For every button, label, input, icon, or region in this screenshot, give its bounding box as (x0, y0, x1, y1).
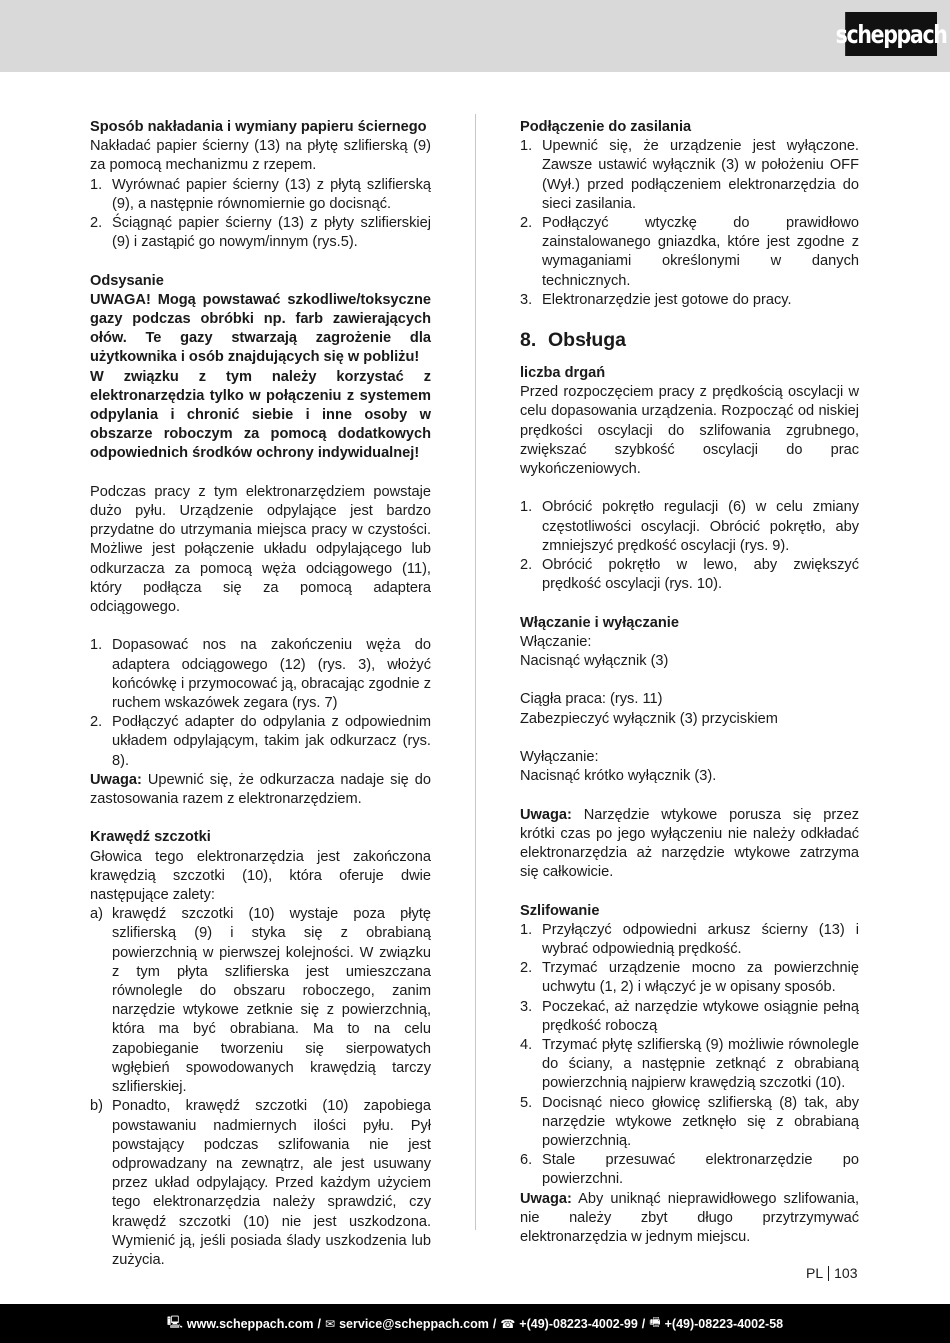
list-item (90, 214, 431, 252)
list-item (90, 176, 431, 214)
list-number: 1. (90, 637, 103, 654)
list-item (520, 921, 859, 959)
list-text: Trzymać płytę szlifierską (9) możliwie równolegle do ściany, a następnie zetknąć z obrabianą powierzchnią najpierw krawędzią szczotki (10). (542, 1037, 859, 1092)
list-number: 6. (520, 1152, 533, 1169)
chapter-number: 8. (520, 329, 537, 352)
note-text: Narzędzie wtykowe porusza się przez krótki czas po jego wyłączeniu nie należy odkładać elektronarzędzia aż narzędzie wtykowe zatrzyma się całkowicie. (520, 806, 859, 881)
list-item (520, 1151, 859, 1189)
list-letter: b) (90, 1098, 103, 1115)
chapter-title: Obsługa (548, 329, 627, 352)
numbered-list (520, 921, 859, 1190)
scheppach-logo (835, 12, 947, 56)
label-continuous: Ciągła praca: (rys. 11) (520, 691, 663, 708)
paragraph: Nakładać papier ścierny (13) na płytę szlifierską (9) za pomocą mechanizmu z rzepem. (90, 138, 431, 174)
note (520, 1190, 859, 1248)
note (90, 771, 431, 809)
list-number: 2. (90, 215, 103, 232)
footer-separator: / (641, 1316, 646, 1331)
paragraph: Głowica tego elektronarzędzia jest zakończona krawędzią szczotki (10), która oferuje dwie następujące zalety: (90, 848, 431, 904)
list-item (520, 556, 859, 594)
section-title-brush-edge: Krawędź szczotki (90, 829, 211, 846)
list-number: 2. (520, 557, 533, 574)
list-number: 2. (90, 714, 103, 731)
list-item (520, 498, 859, 556)
paragraph: Przed rozpoczęciem pracy z prędkością oscylacji w celu dopasowania urządzenia. Rozpocząć od niskiej prędkości oscylacji do szlifowania zgrubnego, zwiększać szybkość oscylacji do prac wykończeniowych. (520, 384, 859, 478)
list-text: Podłączyć adapter do odpylania z odpowiednim układem odpylającym, takim jak odkurzacz (rys. 8). (112, 714, 431, 769)
monitor-icon: 🖳 (166, 1315, 183, 1329)
list-text: Trzymać urządzenie mocno za powierzchnię uchwytu (1, 2) i włączyć je w opisany sposób. (542, 960, 859, 996)
list-text: Docisnąć nieco głowicę szlifierską (8) tak, aby narzędzie wtykowe zetknęło się z obrabianą powierzchnią. (542, 1094, 859, 1150)
text-continuous: Zabezpieczyć wyłącznik (3) przyciskiem (520, 710, 778, 727)
list-item (520, 1094, 859, 1152)
logo-text: scheppach (835, 19, 947, 49)
left-column (90, 118, 431, 1270)
list-text: Obrócić pokrętło w lewo, aby zwiększyć prędkość oscylacji (rys. 10). (542, 557, 859, 593)
right-column (520, 118, 859, 1247)
list-number: 4. (520, 1037, 533, 1054)
section-title-sanding-paper: Sposób nakładania i wymiany papieru ściernego (90, 119, 427, 135)
list-item (90, 713, 431, 771)
warning-text: UWAGA! Mogą powstawać szkodliwe/toksyczne gazy podczas obróbki np. farb zawierających ołów. Te gazy stwarzają zagrożenie dla użytkownika i osób znajdujących się w pobliżu! (90, 291, 431, 366)
list-number: 1. (520, 138, 533, 155)
list-text: Przyłączyć odpowiedni arkusz ścierny (13) i wybrać odpowiednią prędkość. (542, 921, 859, 958)
numbered-list (90, 636, 431, 770)
note-text: Upewnić się, że odkurzacza nadaje się do zastosowania razem z elektronarzędziem. (90, 771, 431, 808)
paragraph: Podczas pracy z tym elektronarzędziem powstaje dużo pyłu. Urządzenie odpylające jest bardzo przydatne do utrzymania miejsca pracy w czystości. Możliwe jest połączenie układu odpylającego lub odkurzacza za pomocą węża odciągowego (11), który podłącza się za pomocą adaptera odciągowego. (90, 483, 431, 616)
footer-website[interactable]: www.scheppach.com (186, 1316, 314, 1331)
note-label: Uwaga: (520, 1190, 572, 1207)
list-text: Ponadto, krawędź szczotki (10) zapobiega powstawaniu nadmiernych ilości pyłu. Pył powstający podczas szlifowania nie jest odprowadzany na zewnątrz, ale jest usuwany przez układ odpylający. Przed każdym użyciem tego elektronarzędzia należy sprawdzić, czy krawędź szczotki (10) nie jest uszkodzona. Wymienić ją, jeśli posiada ślady uszkodzenia lub zużycia. (112, 1098, 431, 1268)
list-number: 1. (90, 176, 103, 193)
footer-separator: / (317, 1316, 322, 1331)
section-title-extraction: Odsysanie (90, 272, 164, 289)
page-number-value: 103 (834, 1265, 858, 1281)
footer-phone: +(49)-08223-4002-99 (519, 1316, 638, 1331)
list-number: 1. (520, 499, 533, 516)
list-number: 1. (520, 921, 533, 938)
list-text: Obrócić pokrętło regulacji (6) w celu zmiany częstotliwości oscylacji. Obrócić pokrętło, aby zmniejszyć prędkość oscylacji (rys. 9). (542, 499, 859, 554)
warning-text-2: W związku z tym należy korzystać z elektronarzędzia tylko w połączeniu z systemem odpylania i chronić siebie i inne osoby w obszarze roboczym za pomocą dodatkowych odpowiednich środków ochrony indywidualnej! (90, 368, 431, 462)
phone-icon: ☎ (500, 1316, 516, 1331)
email-icon: ✉ (325, 1316, 336, 1331)
list-text: Dopasować nos na zakończeniu węża do adaptera odciągowego (12) (rys. 3), włożyć końcówkę i przymocować ją, obracając zgodnie z ruchem wskazówek zegara (rys. 7) (112, 637, 431, 712)
lettered-list (90, 905, 431, 1270)
text-switch-off: Nacisnąć krótko wyłącznik (3). (520, 768, 717, 785)
list-text: krawędź szczotki (10) wystaje poza płytę szlifierską (9) i styka się z obrabianą powierzchnią w pierwszej kolejności. W związku z tym płyta szlifierska jest umieszczana równolegle do obszaru roboczego, zanim narzędzie wtykowe zetknie się z powierzchnią, która ma być obrabiana. Ma to na celu zapobieganie tworzeniu się sierpowatych wgłębień spowodowanych krawędzią tarczy szlifierskiej. (112, 906, 431, 1096)
footer-email[interactable]: service@scheppach.com (339, 1316, 489, 1331)
label-switch-off: Wyłączanie: (520, 749, 599, 766)
note-label: Uwaga: (90, 771, 142, 788)
section-title-oscillation: liczba drgań (520, 365, 606, 382)
column-divider (475, 114, 476, 1230)
page-language: PL (806, 1265, 824, 1281)
page-number (806, 1265, 857, 1281)
list-item (90, 636, 431, 713)
section-title-on-off: Włączanie i wyłączanie (520, 614, 679, 631)
numbered-list (520, 498, 859, 594)
footer-bar (0, 1304, 950, 1343)
list-item (520, 214, 859, 291)
fax-icon: 🖷 (649, 1315, 661, 1329)
list-item (520, 998, 859, 1036)
list-text: Poczekać, aż narzędzie wtykowe osiągnie pełną prędkość roboczą (542, 998, 859, 1034)
chapter-heading (520, 328, 859, 352)
list-text: Ściągnąć papier ścierny (13) z płyty szlifierskiej (9) i zastąpić go nowym/innym (rys.5). (112, 215, 431, 251)
list-number: 3. (520, 998, 533, 1015)
footer-separator: / (492, 1316, 497, 1331)
list-text: Stale przesuwać elektronarzędzie po powierzchni. (542, 1152, 859, 1188)
numbered-list (90, 176, 431, 253)
list-number: 2. (520, 960, 533, 977)
note-text: Aby uniknąć nieprawidłowego szlifowania, nie należy zbyt długo przytrzymywać elektronarzędzia w jednym miejscu. (520, 1190, 859, 1246)
list-letter: a) (90, 906, 103, 923)
list-text: Upewnić się, że urządzenie jest wyłączone. Zawsze ustawić wyłącznik (3) w położeniu OFF (Wył.) przed podłączeniem elektronarzędzia do sieci zasilania. (542, 138, 859, 212)
list-text: Wyrównać papier ścierny (13) z płytą szlifierską (9), a następnie równomiernie go docisnąć. (112, 176, 431, 212)
list-number: 3. (520, 291, 533, 308)
header-bar (0, 0, 950, 72)
list-number: 2. (520, 215, 533, 232)
note (520, 806, 859, 883)
note-label: Uwaga: (520, 806, 572, 823)
list-text: Elektronarzędzie jest gotowe do pracy. (542, 291, 792, 308)
list-number: 5. (520, 1094, 533, 1111)
list-item (520, 137, 859, 214)
text-switch-on: Nacisnąć wyłącznik (3) (520, 653, 669, 670)
footer-fax: +(49)-08223-4002-58 (664, 1316, 784, 1331)
list-item (520, 1036, 859, 1094)
label-switch-on: Włączanie: (520, 633, 592, 650)
list-item (520, 291, 859, 310)
list-item (520, 959, 859, 997)
section-title-sanding: Szlifowanie (520, 902, 600, 919)
section-title-power-connection: Podłączenie do zasilania (520, 119, 692, 135)
list-text: Podłączyć wtyczkę do prawidłowo zainstalowanego gniazdka, które jest zgodne z wymaganiami określonymi w danych technicznych. (542, 215, 859, 289)
list-item (90, 1097, 431, 1270)
numbered-list (520, 137, 859, 310)
page-number-separator (828, 1266, 829, 1281)
list-item (90, 905, 431, 1097)
